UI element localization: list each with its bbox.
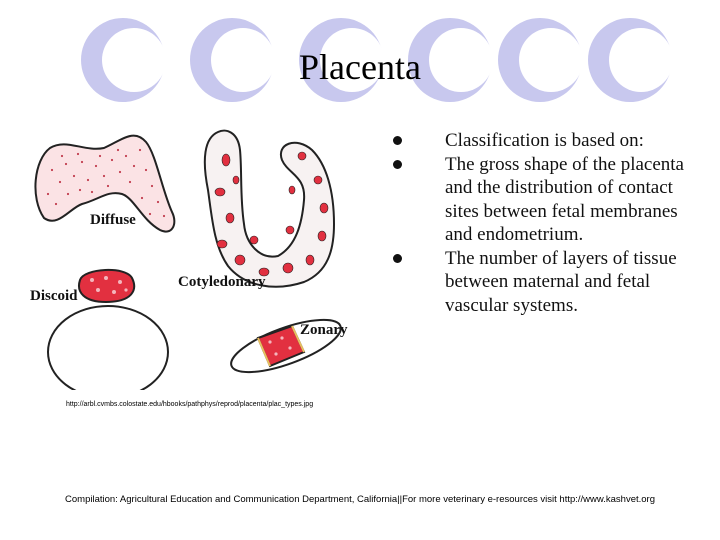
placenta-illustration	[22, 120, 382, 390]
label-zonary: Zonary	[300, 322, 348, 338]
bullet-dot-icon	[393, 254, 402, 263]
figure-source-url: http://arbl.cvmbs.colostate.edu/hbooks/pathphys/reprod/placenta/plac_types.jpg	[66, 401, 314, 408]
bullet-text: The gross shape of the placenta and the distribution of contact sites between fetal membranes and endometrium.	[445, 153, 684, 245]
discoid-placenta-drawing	[30, 270, 168, 390]
zonary-placenta-drawing	[225, 309, 348, 383]
bullet-list	[393, 129, 693, 317]
label-discoid: Discoid	[30, 288, 78, 304]
label-diffuse: Diffuse	[90, 212, 136, 228]
diffuse-placenta-drawing	[35, 136, 174, 232]
bullet-text: The number of layers of tissue between maternal and fetal vascular systems.	[445, 247, 677, 316]
bullet-item	[393, 247, 693, 318]
bullet-item	[393, 153, 693, 247]
slide-title: Placenta	[299, 47, 421, 87]
label-cotyledonary: Cotyledonary	[178, 274, 266, 290]
bullet-dot-icon	[393, 136, 402, 145]
footer-credit: Compilation: Agricultural Education and Communication Department, California||For more veterinary e-resources visit http://www.kashvet.org	[65, 494, 655, 505]
bullet-text: Classification is based on:	[445, 130, 644, 151]
bullet-item	[393, 129, 693, 153]
bullet-dot-icon	[393, 160, 402, 169]
placenta-types-figure	[22, 120, 382, 390]
cotyledonary-placenta-drawing	[178, 131, 334, 290]
